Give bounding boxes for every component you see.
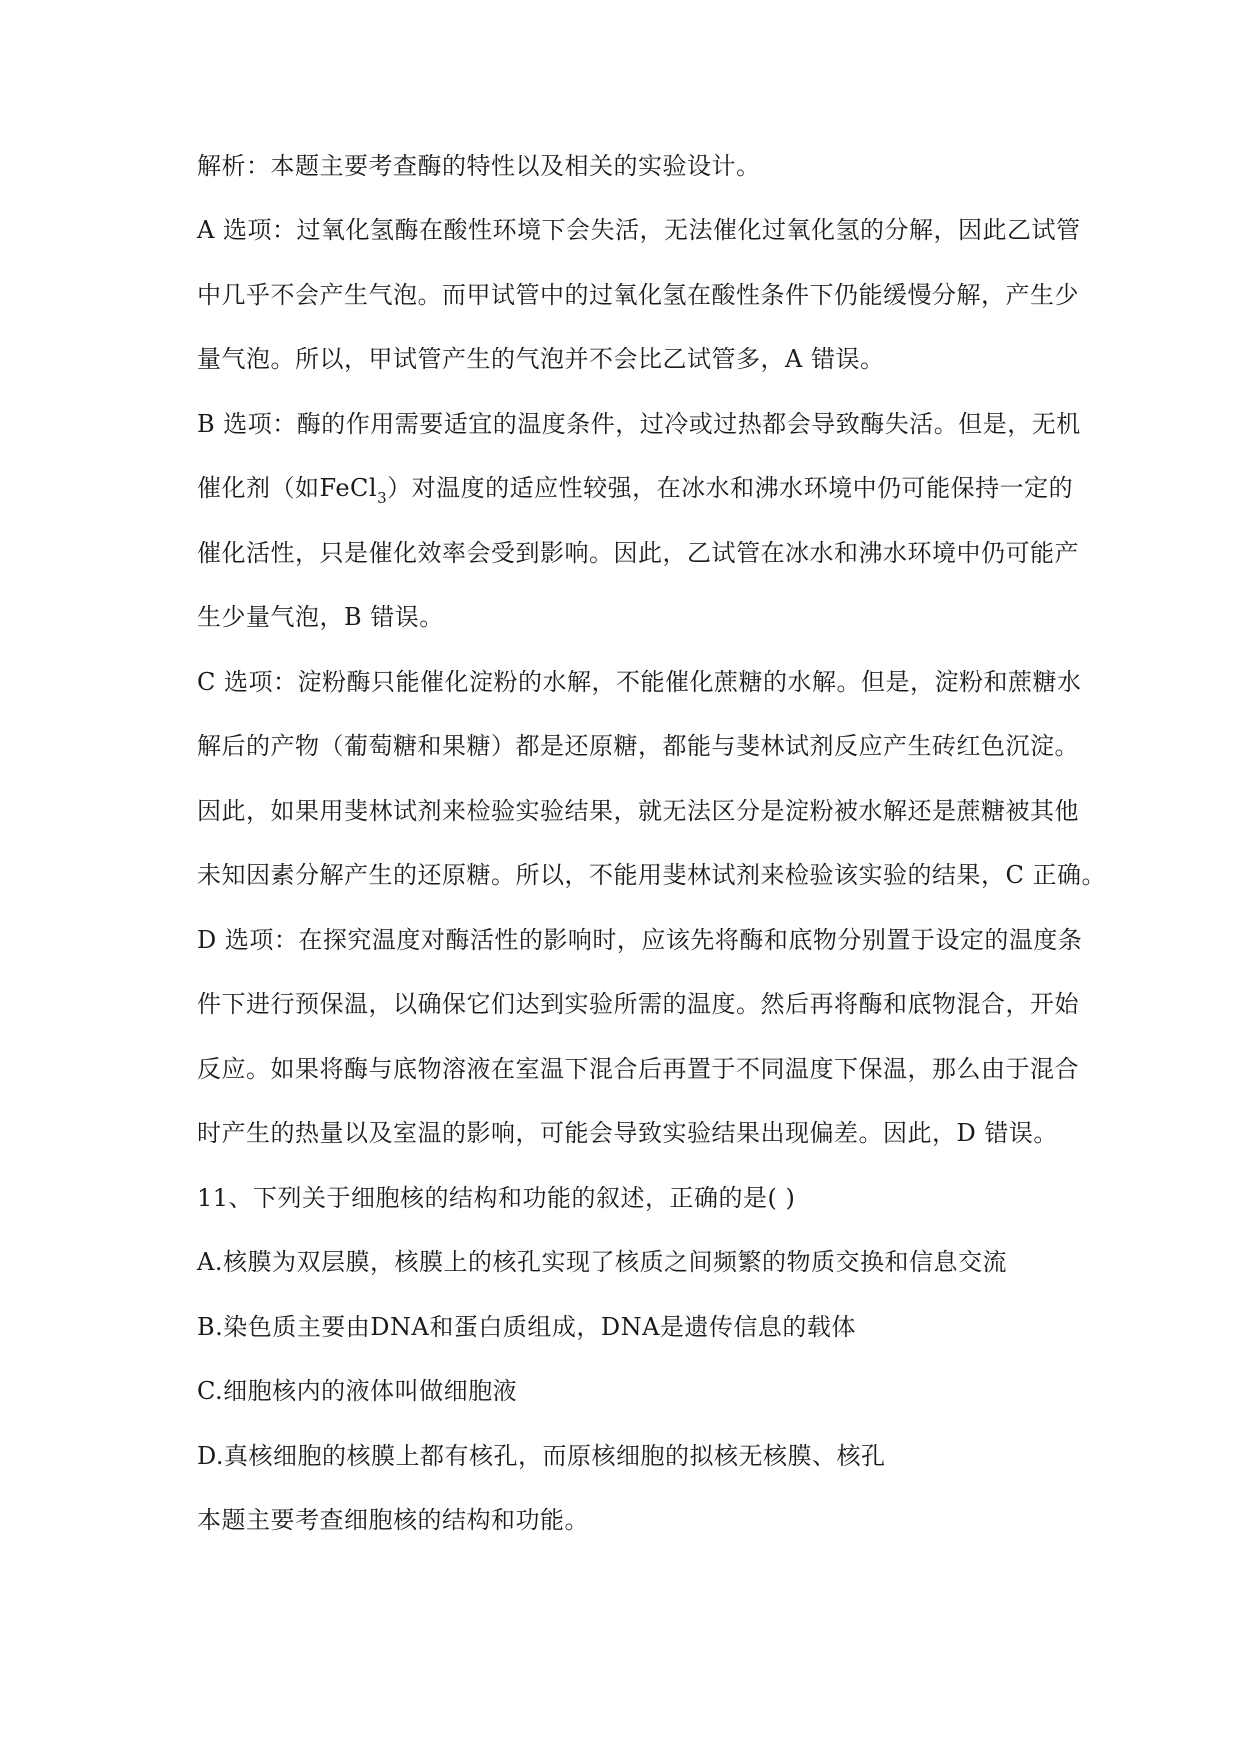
option-d-line-4: 时产生的热量以及室温的影响，可能会导致实验结果出现偏差。因此，D 错误。	[197, 1119, 1058, 1147]
option-d-line-3: 反应。如果将酶与底物溶液在室温下混合后再置于不同温度下保温，那么由于混合	[197, 1055, 1079, 1083]
question-11-stem: 11、下列关于细胞核的结构和功能的叙述，正确的是( )	[197, 1184, 796, 1212]
analysis-intro: 解析：本题主要考查酶的特性以及相关的实验设计。	[197, 152, 761, 180]
option-c-line-4: 未知因素分解产生的还原糖。所以，不能用斐林试剂来检验该实验的结果，C 正确。	[197, 861, 1106, 889]
question-11-choice-a: A.核膜为双层膜，核膜上的核孔实现了核质之间频繁的物质交换和信息交流	[197, 1248, 1007, 1276]
option-a-line-3: 量气泡。所以，甲试管产生的气泡并不会比乙试管多，A 错误。	[197, 345, 885, 373]
question-11-analysis-intro: 本题主要考查细胞核的结构和功能。	[197, 1506, 589, 1534]
option-c-line-3: 因此，如果用斐林试剂来检验实验结果，就无法区分是淀粉被水解还是蔗糖被其他	[197, 797, 1079, 825]
option-b-line-4: 生少量气泡，B 错误。	[197, 603, 444, 631]
option-b-line-2-before: 催化剂（如FeCl	[197, 474, 378, 502]
option-b-line-2	[197, 472, 1073, 507]
option-b-line-1: B 选项：酶的作用需要适宜的温度条件，过冷或过热都会导致酶失活。但是，无机	[197, 410, 1081, 438]
option-a-line-2: 中几乎不会产生气泡。而甲试管中的过氧化氢在酸性条件下仍能缓慢分解，产生少	[197, 281, 1079, 309]
option-b-line-3: 催化活性，只是催化效率会受到影响。因此，乙试管在冰水和沸水环境中仍可能产	[197, 539, 1079, 567]
option-c-line-2: 解后的产物（葡萄糖和果糖）都是还原糖，都能与斐林试剂反应产生砖红色沉淀。	[197, 732, 1079, 760]
option-d-line-2: 件下进行预保温，以确保它们达到实验所需的温度。然后再将酶和底物混合，开始	[197, 990, 1079, 1018]
question-11-choice-d: D.真核细胞的核膜上都有核孔，而原核细胞的拟核无核膜、核孔	[197, 1442, 886, 1470]
option-b-line-2-after: ）对温度的适应性较强，在冰水和沸水环境中仍可能保持一定的	[387, 474, 1074, 502]
option-d-line-1: D 选项：在探究温度对酶活性的影响时，应该先将酶和底物分别置于设定的温度条	[197, 926, 1083, 954]
question-11-choice-b: B.染色质主要由DNA和蛋白质组成，DNA是遗传信息的载体	[197, 1313, 856, 1341]
question-11-choice-c: C.细胞核内的液体叫做细胞液	[197, 1377, 518, 1405]
fecl3-subscript: 3	[377, 489, 388, 507]
option-a-line-1: A 选项：过氧化氢酶在酸性环境下会失活，无法催化过氧化氢的分解，因此乙试管	[197, 216, 1081, 244]
option-c-line-1: C 选项：淀粉酶只能催化淀粉的水解，不能催化蔗糖的水解。但是，淀粉和蔗糖水	[197, 668, 1082, 696]
